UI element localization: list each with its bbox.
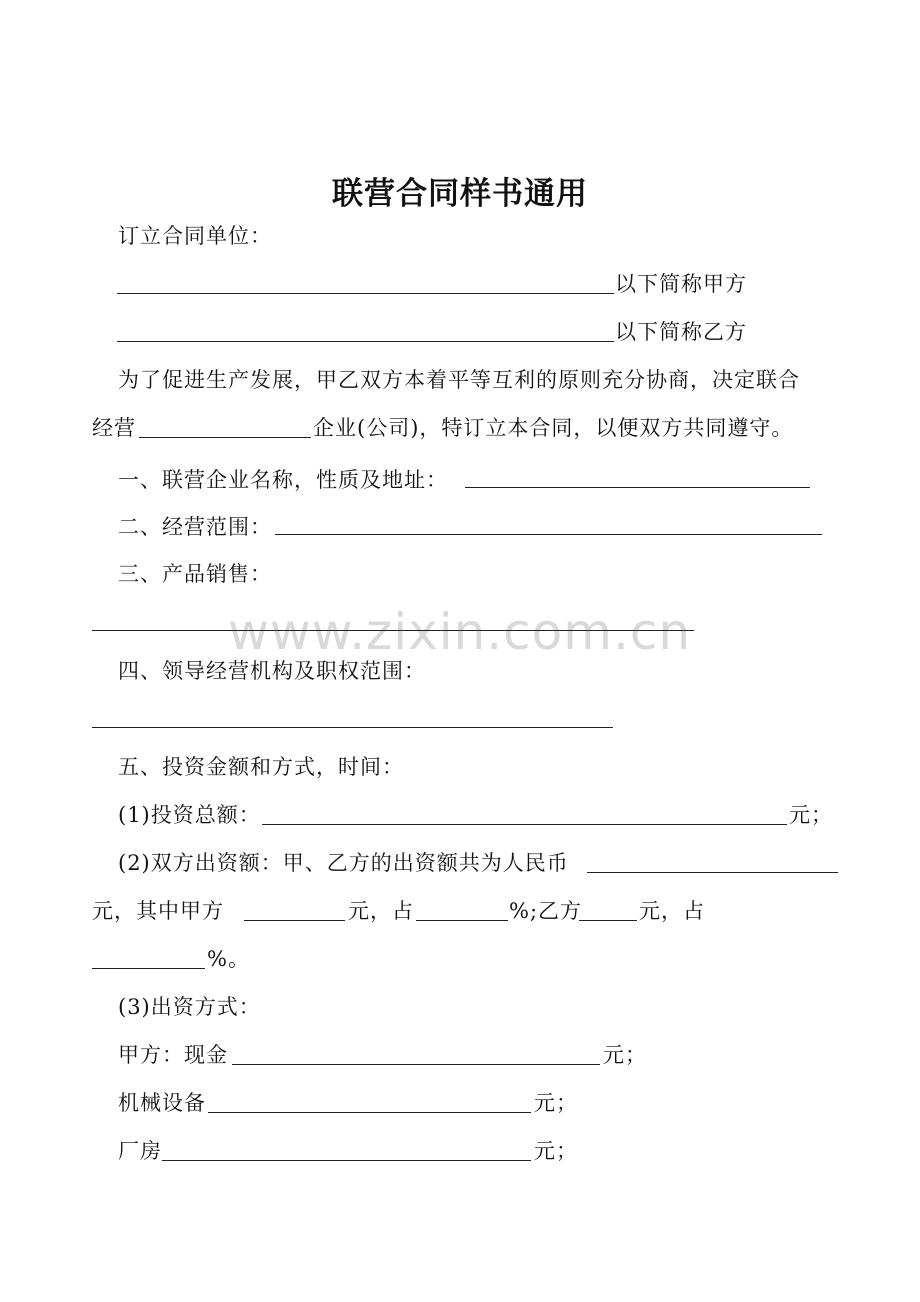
total-investment-unit: 元； [789,803,833,827]
section-5-heading: 五、投资金额和方式，时间： [118,755,404,779]
contribution-method-label: (3)出资方式： [118,995,261,1019]
document-title: 联营合同样书通用 [332,176,588,212]
party-a-suffix: 以下简称甲方 [615,272,747,296]
party-b-amount-blank[interactable] [579,920,637,921]
machinery-blank[interactable] [208,1112,531,1113]
section-1-blank[interactable] [465,487,810,488]
total-investment-blank[interactable] [262,824,787,825]
party-a-share-label: 元，占 [348,899,414,923]
machinery-unit: 元； [534,1091,578,1115]
party-b-blank[interactable] [117,341,614,342]
section-2-heading: 二、经营范围： [118,515,272,539]
intro-line-2a: 经营 [92,416,136,440]
section-3-heading: 三、产品销售： [118,562,272,586]
watermark: www.zixin.com.cn [228,603,692,661]
parties-heading: 订立合同单位： [118,224,272,248]
section-2-blank[interactable] [275,534,822,535]
section-1-heading: 一、联营企业名称，性质及地址： [118,468,448,492]
party-a-percent-blank[interactable] [416,920,508,921]
section-4-blank[interactable] [92,727,613,728]
party-a-blank[interactable] [117,293,614,294]
cash-label: 甲方：现金 [118,1043,228,1067]
capital-party-a-label: 元，其中甲方 [92,899,224,923]
machinery-label: 机械设备 [118,1091,206,1115]
plant-label: 厂房 [118,1139,162,1163]
total-investment-label: (1)投资总额： [118,803,261,827]
cash-unit: 元； [603,1043,647,1067]
capital-total-blank[interactable] [587,872,838,873]
plant-blank[interactable] [162,1160,531,1161]
intro-line-1: 为了促进生产发展，甲乙双方本着平等互利的原则充分协商，决定联合 [118,368,800,392]
business-name-blank[interactable] [139,437,311,438]
plant-unit: 元； [534,1139,578,1163]
intro-line-2b: 企业(公司)，特订立本合同，以便双方共同遵守。 [313,416,794,440]
section-3-blank[interactable] [92,630,694,631]
capital-contribution-label: (2)双方出资额：甲、乙方的出资额共为人民币 [118,851,569,875]
cash-blank[interactable] [232,1064,600,1065]
party-a-amount-blank[interactable] [244,920,345,921]
party-b-percent-end: %。 [207,947,250,971]
section-4-heading: 四、领导经营机构及职权范围： [118,659,426,683]
party-b-suffix: 以下简称乙方 [615,320,747,344]
party-b-share-label: 元，占 [639,899,705,923]
party-b-label: %;乙方 [509,899,583,923]
party-b-percent-blank[interactable] [92,968,205,969]
